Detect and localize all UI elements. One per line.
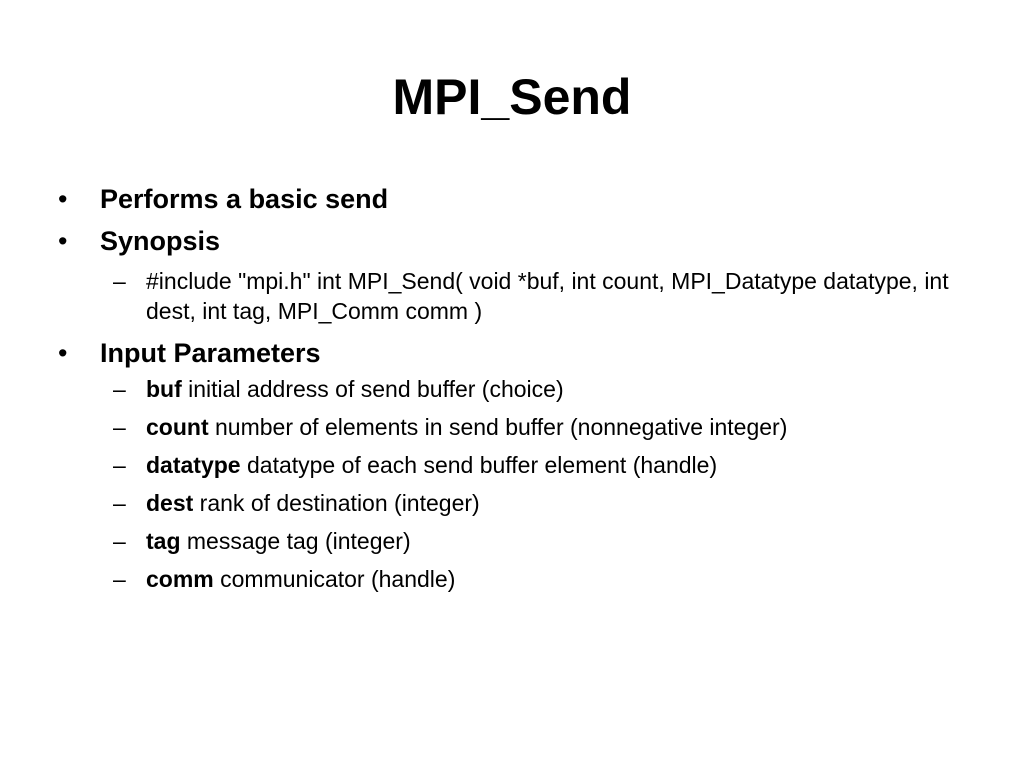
bullet-text: Input Parameters — [100, 338, 321, 368]
dash-marker: – — [113, 490, 126, 516]
param-item-datatype — [58, 450, 988, 480]
synopsis-list — [58, 266, 988, 326]
param-description: rank of destination (integer) — [193, 490, 480, 516]
param-description: message tag (integer) — [180, 528, 411, 554]
param-name: comm — [146, 566, 214, 592]
param-description: number of elements in send buffer (nonnegative integer) — [208, 414, 788, 440]
slide-title: MPI_Send — [392, 69, 632, 125]
param-name: tag — [146, 528, 181, 554]
slide-content — [58, 178, 988, 602]
param-name: dest — [146, 490, 194, 516]
dash-marker: – — [113, 414, 126, 440]
param-item-buf — [58, 374, 988, 404]
dash-marker: – — [113, 376, 126, 402]
param-item-tag — [58, 526, 988, 556]
bullet-marker: • — [58, 226, 68, 256]
dash-marker: – — [113, 528, 126, 554]
bullet-text: Performs a basic send — [100, 184, 389, 214]
param-item-dest — [58, 488, 988, 518]
bullet-synopsis — [58, 220, 988, 262]
bullet-input-parameters — [58, 332, 988, 374]
dash-marker: – — [113, 268, 126, 294]
synopsis-item — [58, 266, 988, 326]
param-description: communicator (handle) — [213, 566, 456, 592]
param-name: buf — [146, 376, 182, 402]
param-description: initial address of send buffer (choice) — [181, 376, 564, 402]
bullet-marker: • — [58, 184, 68, 214]
param-item-count — [58, 412, 988, 442]
param-name: count — [146, 414, 209, 440]
param-item-comm — [58, 564, 988, 594]
synopsis-code: #include "mpi.h" int MPI_Send( void *buf, int count, MPI_Datatype datatype, int dest, int tag, MPI_Comm comm ) — [146, 268, 949, 324]
bullet-performs-basic-send — [58, 178, 988, 220]
param-description: datatype of each send buffer element (handle) — [240, 452, 718, 478]
bullet-text: Synopsis — [100, 226, 221, 256]
bullet-marker: • — [58, 338, 68, 368]
dash-marker: – — [113, 566, 126, 592]
parameter-list — [58, 374, 988, 594]
dash-marker: – — [113, 452, 126, 478]
param-name: datatype — [146, 452, 241, 478]
